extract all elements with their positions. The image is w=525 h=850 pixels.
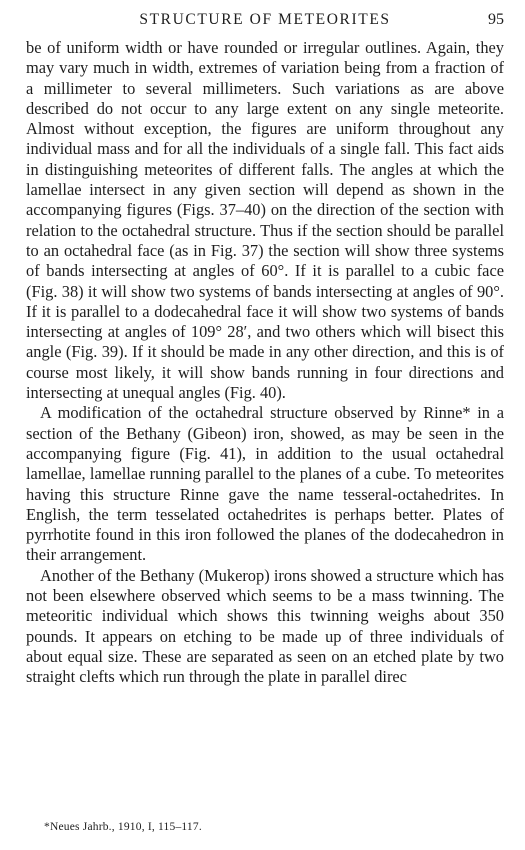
running-head <box>26 10 504 30</box>
page-number: 95 <box>488 11 504 28</box>
running-title: STRUCTURE OF METEORITES <box>139 11 391 28</box>
paragraph-mass-twinning: Another of the Bethany (Mukerop) irons showed a structure which has not been elsewhere observed which seems to be a mass twinning. The meteoritic individual which shows this twinning weighs about 350 pounds. It appears on etching to be made up of three individuals of about equal size. These are separated as seen on an etched plate by two straight clefts which run through the plate in parallel direc <box>26 565 504 687</box>
paragraph-tesseral-octahedrites: A modification of the octahedral structure observed by Rinne* in a section of the Bethany (Gibeon) iron, showed, as may be seen in the accompanying figure (Fig. 41), in addition to the usual octahedral lamellae, lamellae running parallel to the planes of a cube. To meteorites having this structure Rinne gave the name tesseral-octahedrites. In English, the term tesselated octahedrites is perhaps better. Plates of pyrrhotite found in this iron followed the planes of the dodecahedron in their arrangement. <box>26 403 504 565</box>
body-text <box>26 38 504 688</box>
paragraph-continued: be of uniform width or have rounded or irregular outlines. Again, they may vary much in width, extremes of variation being from a fraction of a millimeter to several millimeters. Such variations as are above described do not occur to any large extent on any single meteorite. Almost without exception, the figures are uniform throughout any individual mass and for all the individuals of a single fall. This fact aids in distinguishing meteorites of different falls. The angles at which the lamellae intersect in any given section will depend as shown in the accompanying figures (Figs. 37–40) on the direction of the section with relation to the octahedral structure. Thus if the section should be parallel to an octahedral face (as in Fig. 37) the section will show three systems of bands intersecting at angles of 60°. If it is parallel to a cubic face (Fig. 38) it will show two systems of bands intersecting at angles of 90°. If it is parallel to a dodecahedral face it will show two systems of bands intersecting at angles of 109° 28′, and two others which will bisect this angle (Fig. 39). If it should be made in any other direction, and this is of course most likely, it will show bands running in four directions and intersecting at unequal angles (Fig. 40). <box>26 38 504 403</box>
footnote: *Neues Jahrb., 1910, I, 115–117. <box>44 821 202 833</box>
